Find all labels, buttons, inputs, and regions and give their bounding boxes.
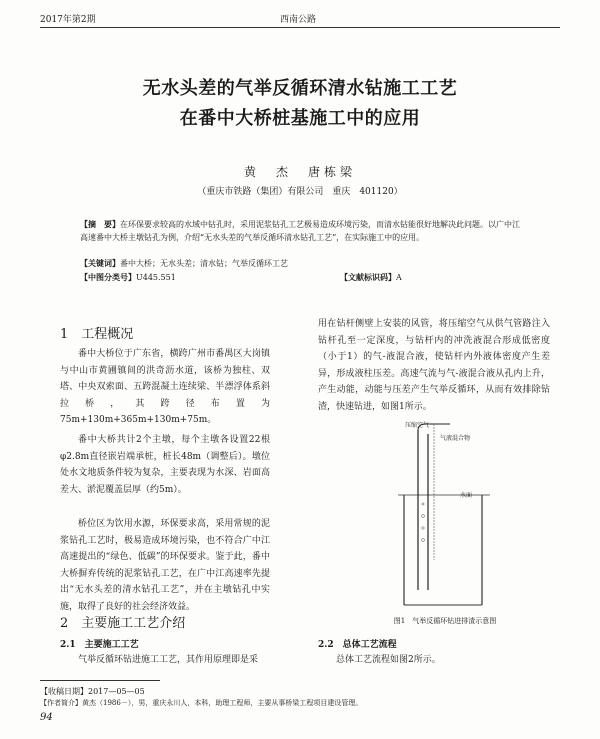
section-2-2-para: 总体工艺流程如图2所示。 <box>336 655 441 665</box>
figure-1-diagram <box>390 420 500 610</box>
section-2-2-heading: 2.2 总体工艺流程 <box>318 640 397 650</box>
page-number: 94 <box>40 712 53 723</box>
label-air-liquid-mix: 气液混合物 <box>440 435 471 442</box>
abstract-text: 在环保要求较高的水域中钻孔时，采用泥浆钻孔工艺极易造成环境污染，而清水钻能很好地解决此问题。以广中江高速番中大桥主墩钻孔为例，介绍“无水头差的气举反循环清水钻孔工艺”，在实际施工中的应用。 <box>80 220 520 242</box>
footnote-received: 【收稿日期】2017—05—05 <box>40 687 145 696</box>
figure-1-caption: 图1 气举反循环钻进排渣示意图 <box>393 617 497 625</box>
journal-issue: 2017年第2期 <box>40 15 96 25</box>
doc-code-label: 【文献标识码】 <box>340 272 396 282</box>
classification <box>80 272 176 283</box>
right-column-para: 用在钻杆侧壁上安装的风管，将压缩空气从供气管路注入钻杆孔至一定深度，与钻杆内的冲洗液混合形成低密度（小于1）的气-液混合液，使钻杆内外液体密度产生差异，形成液柱压差。高速气流与气-液混合液从孔内上升，产生动能，动能与压差产生气举反循环，从而有效排除钻渣，快速钻进，如图1所示。 <box>318 319 550 412</box>
abstract <box>80 218 520 244</box>
footnote-rule <box>40 680 160 681</box>
authors: 黄 杰 唐栋梁 <box>243 165 356 179</box>
section-1-para-1: 番中大桥位于广东省，横跨广州市番禺区大岗镇与中山市黄圃镇间的洪奇沥水道，该桥为独柱、双塔、中央双索面、五跨混凝土连续梁、半漂浮体系斜拉桥，其跨径布置为75m+130m+365m+130m+75m。 <box>60 349 270 425</box>
footnote-author-bio: 【作者简介】黄杰（1986－），男，重庆永川人，本科，助理工程师，主要从事桥梁工程项目建设管理。 <box>40 699 363 707</box>
classification-label: 【中图分类号】 <box>80 272 136 282</box>
doc-code-value: A <box>396 273 402 282</box>
section-1-para-3: 桥位区为饮用水源，环保要求高，采用常规的泥浆钻孔工艺时，极易造成环境污染，也不符合广中江高速提出的“绿色、低碳”的环保要求。鉴于此，番中大桥摒弃传统的泥浆钻孔工艺，在广中江高速率先提出“无水头差的清水钻孔工艺”，并在主墩钻孔中实施，取得了良好的社会经济效益。 <box>60 519 270 612</box>
abstract-label: 【摘 要】 <box>80 219 120 229</box>
label-compressed-air: 压缩空气 <box>405 422 430 429</box>
section-1-para-2: 番中大桥共计2个主墩，每个主墩各设置22根φ2.8m直径嵌岩端承桩，桩长48m（调整后）。墩位处水文地质条件较为复杂，主要表现为水深、岩面高差大、淤泥覆盖层厚（约5m）。 <box>60 435 270 495</box>
section-2-heading: 2 主要施工工艺介绍 <box>60 616 186 631</box>
borehole-wall <box>404 495 482 605</box>
doc-code <box>340 272 402 283</box>
bubbles <box>422 503 425 542</box>
title-line-2: 在番中大桥桩基施工中的应用 <box>179 108 421 129</box>
title-line-1: 无水头差的气举反循环清水钻施工工艺 <box>142 78 458 99</box>
journal-name: 西南公路 <box>280 15 317 25</box>
affiliation: （重庆市铁路（集团）有限公司 重庆 401120） <box>197 187 403 197</box>
classification-value: U445.551 <box>136 273 176 282</box>
keywords <box>80 258 288 269</box>
section-2-1-para: 气举反循环钻进施工工艺，其作用原理即是采 <box>78 655 259 665</box>
header-rule <box>40 27 560 28</box>
label-water-surface: 水面 <box>460 492 473 499</box>
section-2-1-heading: 2.1 主要施工工艺 <box>60 640 139 650</box>
section-1-heading: 1 工程概况 <box>60 327 134 342</box>
keywords-label: 【关键词】 <box>80 258 120 268</box>
keywords-text: 番中大桥；无水头差；清水钻；气举反循环工艺 <box>120 259 288 268</box>
